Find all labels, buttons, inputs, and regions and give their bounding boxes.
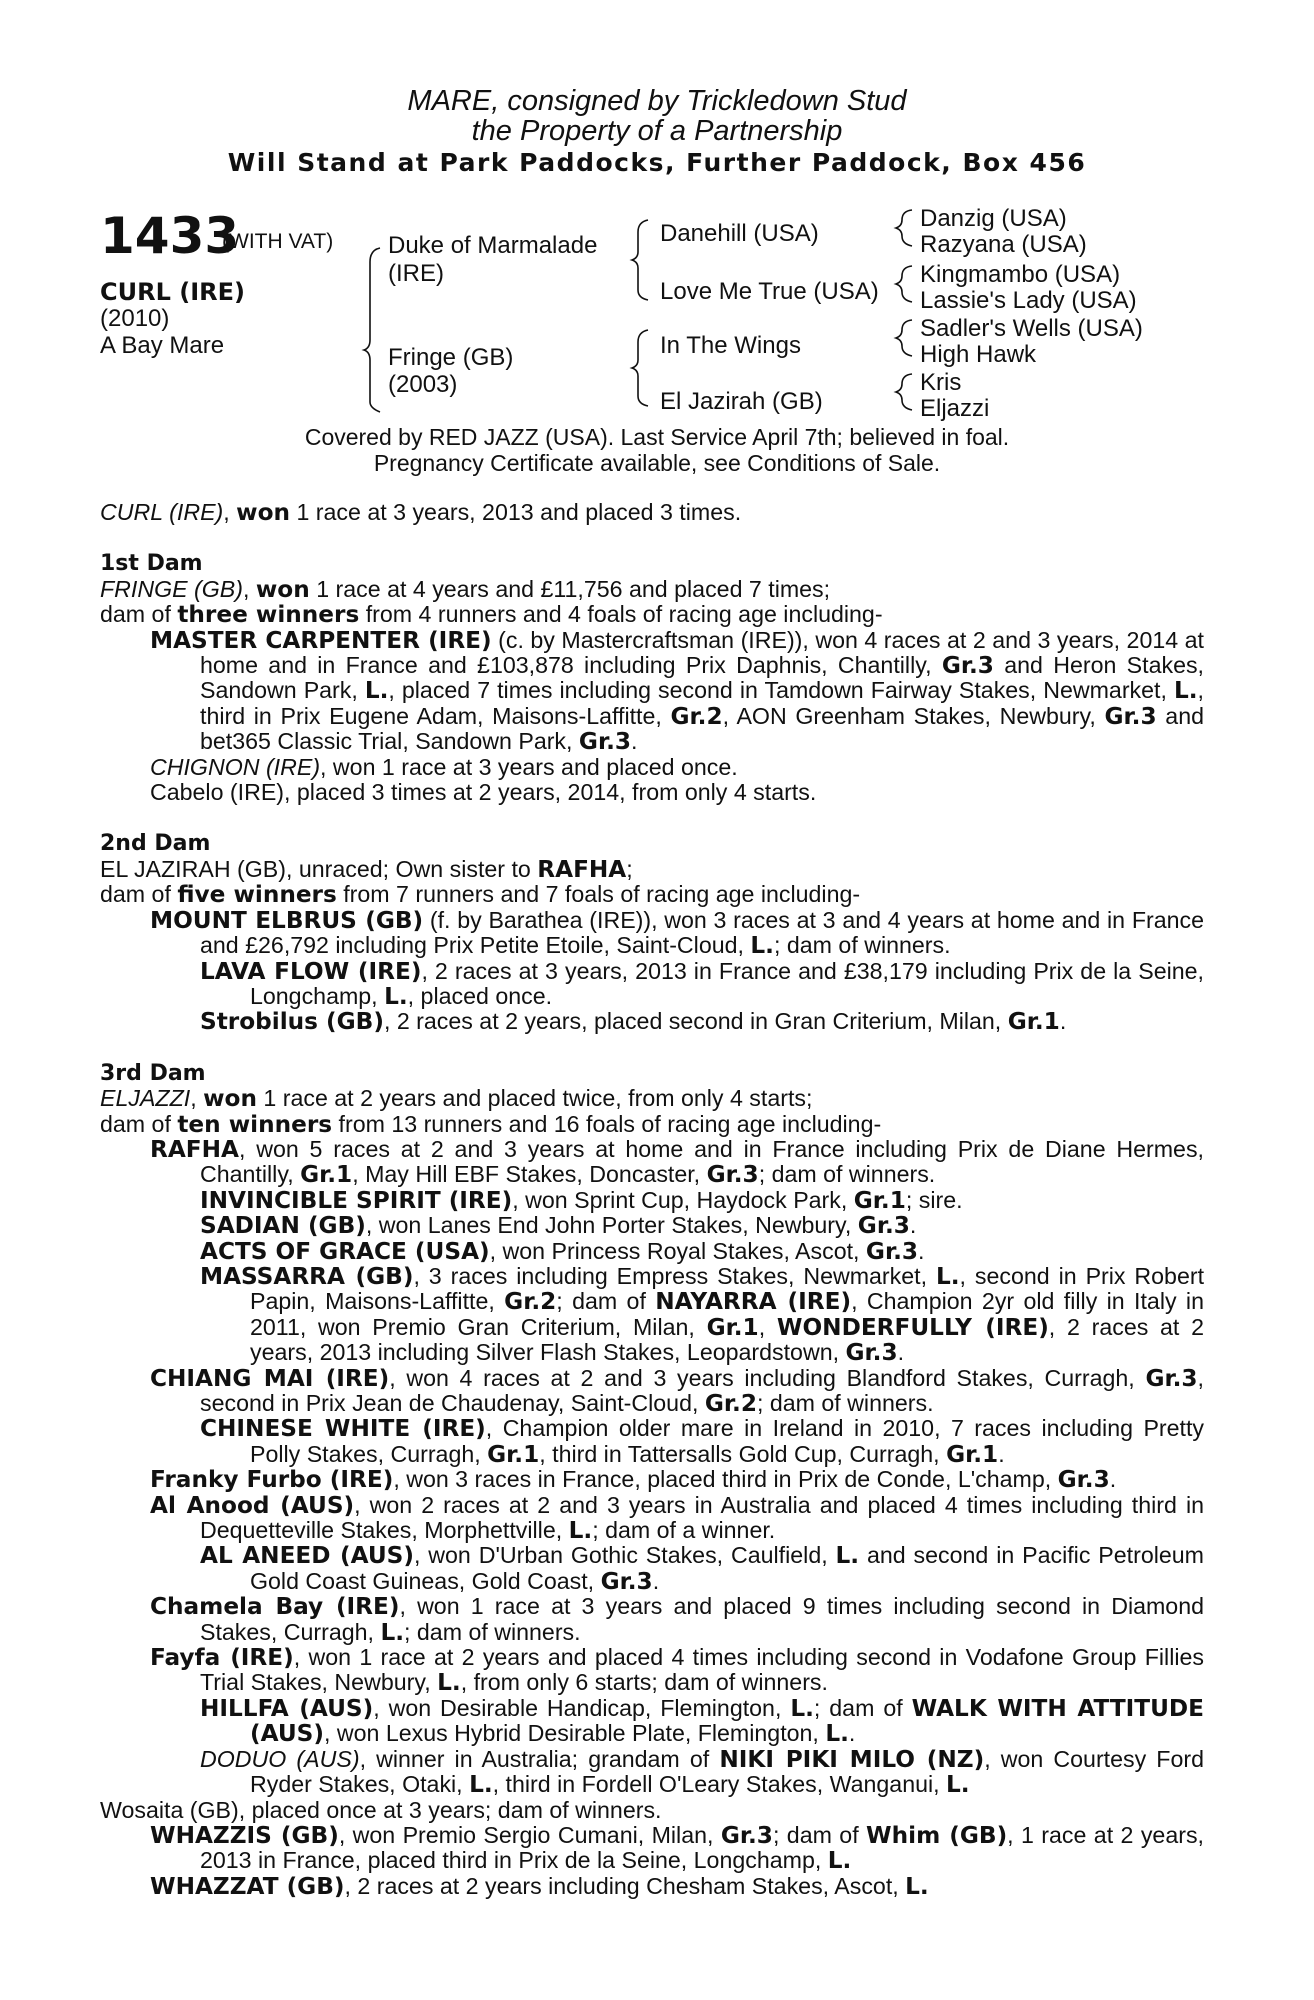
- first-dam-produce: dam of three winners from 4 runners and 4 foals of racing age including-: [100, 601, 883, 629]
- second-dam-line: EL JAZIRAH (GB), unraced; Own sister to RAFHA;: [100, 855, 633, 883]
- third-dam-progeny: WHAZZIS (GB), won Premio Sergio Cumani, Milan, Gr.3; dam of Whim (GB), 1 race at 2 years, 2013 in France, placed third in Prix de la Seine, Longchamp, L.: [150, 1821, 1204, 1875]
- property-line: the Property of a Partnership: [471, 115, 843, 147]
- first-dam-progeny: MASTER CARPENTER (IRE) (c. by Mastercraftsman (IRE)), won 4 races at 2 and 3 years, 2014 at home and in France and £103,878 including Prix Daphnis, Chantilly, Gr.3 and Heron Stakes, Sandown Park, L., placed 7 times including second in Tamdown Fairway Stakes, Newmarket, L., third in Prix Eugene Adam, Maisons-Laffitte, Gr.2, AON Greenham Stakes, Newbury, Gr.3 and bet365 Classic Trial, Sandown Park, Gr.3.: [150, 626, 1204, 756]
- sire-name: Duke of Marmalade: [388, 232, 598, 259]
- ddd: Eljazzi: [920, 395, 990, 422]
- dds: Kris: [920, 369, 962, 396]
- first-dam-progeny: Cabelo (IRE), placed 3 times at 2 years, 2014, from only 4 starts.: [150, 779, 817, 806]
- third-dam-progeny: INVINCIBLE SPIRIT (IRE), won Sprint Cup, Haydock Park, Gr.1; sire.: [200, 1186, 963, 1214]
- third-dam-progeny: MASSARRA (GB), 3 races including Empress Stakes, Newmarket, L., second in Prix Robert Papin, Maisons-Laffitte, Gr.2; dam of NAYARRA (IRE), Champion 2yr old filly in Italy in 2011, won Premio Gran Criterium, Milan, Gr.1, WONDERFULLY (IRE), 2 races at 2 years, 2013 including Silver Flash Stakes, Leopardstown, Gr.3.: [200, 1262, 1205, 1367]
- dam-name: Fringe (GB): [388, 344, 514, 371]
- sds: Kingmambo (USA): [920, 261, 1121, 288]
- intro-line: CURL (IRE), won 1 race at 3 years, 2013 and placed 3 times.: [100, 499, 742, 526]
- third-dam-progeny: CHIANG MAI (IRE), won 4 races at 2 and 3 years including Blandford Stakes, Curragh, Gr.3, second in Prix Jean de Chaudenay, Saint-Cloud, Gr.2; dam of winners.: [150, 1364, 1204, 1417]
- horse-description: A Bay Mare: [100, 332, 225, 359]
- pedigree-notes: [100, 500, 1204, 1899]
- third-dam-progeny: Franky Furbo (IRE), won 3 races in France, placed third in Prix de Conde, L'champ, Gr.3.: [150, 1466, 1117, 1494]
- consignor-line: MARE, consigned by Trickledown Stud: [407, 85, 907, 117]
- dam-dam: El Jazirah (GB): [660, 388, 823, 415]
- second-dam-progeny: LAVA FLOW (IRE), 2 races at 3 years, 2013 in France and £38,179 including Prix de la Seine, Longchamp, L., placed once.: [200, 957, 1205, 1010]
- third-dam-progeny: Fayfa (IRE), won 1 race at 2 years and placed 4 times including second in Vodafone Group Fillies Trial Stakes, Newbury, L., from only 6 starts; dam of winners.: [150, 1644, 1205, 1697]
- pregnancy-line: Pregnancy Certificate available, see Conditions of Sale.: [373, 450, 941, 476]
- first-dam-line: FRINGE (GB), won 1 race at 4 years and £11,756 and placed 7 times;: [100, 575, 831, 603]
- horse-year: (2010): [100, 305, 170, 332]
- lot-number: 1433: [100, 207, 240, 265]
- third-dam-progeny: RAFHA, won 5 races at 2 and 3 years at home and in France including Prix de Diane Hermes, Chantilly, Gr.1, May Hill EBF Stakes, Doncaster, Gr.3; dam of winners.: [150, 1135, 1204, 1189]
- second-dam-progeny: Strobilus (GB), 2 races at 2 years, placed second in Gran Criterium, Milan, Gr.1.: [200, 1008, 1067, 1036]
- second-dam-heading: 2nd Dam: [100, 831, 211, 857]
- third-dam-progeny: Wosaita (GB), placed once at 3 years; dam of winners.: [100, 1796, 662, 1823]
- second-dam-produce: dam of five winners from 7 runners and 7 foals of racing age including-: [100, 881, 861, 909]
- third-dam-progeny: AL ANEED (AUS), won D'Urban Gothic Stakes, Caulfield, L. and second in Pacific Petroleum Gold Coast Guineas, Gold Coast, Gr.3.: [200, 1542, 1204, 1595]
- dss: Sadler's Wells (USA): [920, 315, 1143, 342]
- sss: Danzig (USA): [920, 205, 1067, 232]
- dam-sire: In The Wings: [660, 332, 801, 359]
- second-dam-progeny: MOUNT ELBRUS (GB) (f. by Barathea (IRE)), won 3 races at 3 and 4 years at home and in France and £26,792 including Prix Petite Etoile, Saint-Cloud, L.; dam of winners.: [150, 906, 1204, 960]
- first-dam-heading: 1st Dam: [100, 551, 203, 577]
- third-dam-progeny: DODUO (AUS), winner in Australia; grandam of NIKI PIKI MILO (NZ), won Courtesy Ford Ryder Stakes, Otaki, L., third in Fordell O'Leary Stakes, Wanganui, L.: [200, 1745, 1204, 1799]
- sdd: Lassie's Lady (USA): [920, 287, 1137, 314]
- third-dam-progeny: ACTS OF GRACE (USA), won Princess Royal Stakes, Ascot, Gr.3.: [200, 1237, 925, 1265]
- first-dam-progeny: CHIGNON (IRE), won 1 race at 3 years and placed once.: [150, 753, 738, 780]
- sire-country: (IRE): [388, 260, 444, 287]
- third-dam-line: ELJAZZI, won 1 race at 2 years and placed twice, from only 4 starts;: [100, 1085, 813, 1113]
- covered-line: Covered by RED JAZZ (USA). Last Service April 7th; believed in foal.: [304, 424, 1010, 450]
- stabling-line: Will Stand at Park Paddocks, Further Paddock, Box 456: [227, 148, 1087, 177]
- third-dam-progeny: Chamela Bay (IRE), won 1 race at 3 years and placed 9 times including second in Diamond Stakes, Curragh, L.; dam of winners.: [150, 1593, 1204, 1646]
- horse-name: CURL (IRE): [100, 278, 245, 306]
- sire-sire: Danehill (USA): [660, 220, 819, 247]
- third-dam-produce: dam of ten winners from 13 runners and 16 foals of racing age including-: [100, 1110, 882, 1138]
- dam-year: (2003): [388, 371, 458, 398]
- third-dam-progeny: Al Anood (AUS), won 2 races at 2 and 3 years in Australia and placed 4 times including third in Dequetteville Stakes, Morphettville, L.; dam of a winner.: [150, 1491, 1204, 1545]
- ssd: Razyana (USA): [920, 231, 1087, 258]
- third-dam-progeny: WHAZZAT (GB), 2 races at 2 years including Chesham Stakes, Ascot, L.: [150, 1872, 929, 1900]
- third-dam-progeny: HILLFA (AUS), won Desirable Handicap, Flemington, L.; dam of WALK WITH ATTITUDE (AUS), won Lexus Hybrid Desirable Plate, Flemington, L..: [200, 1694, 1205, 1748]
- vat-label: (WITH VAT): [222, 230, 334, 253]
- sire-dam: Love Me True (USA): [660, 278, 879, 305]
- third-dam-heading: 3rd Dam: [100, 1060, 206, 1086]
- third-dam-progeny: CHINESE WHITE (IRE), Champion older mare in Ireland in 2010, 7 races including Pretty Polly Stakes, Curragh, Gr.1, third in Tattersalls Gold Cup, Curragh, Gr.1.: [200, 1415, 1205, 1468]
- third-dam-progeny: SADIAN (GB), won Lanes End John Porter Stakes, Newbury, Gr.3.: [200, 1212, 917, 1240]
- dsd: High Hawk: [920, 341, 1037, 368]
